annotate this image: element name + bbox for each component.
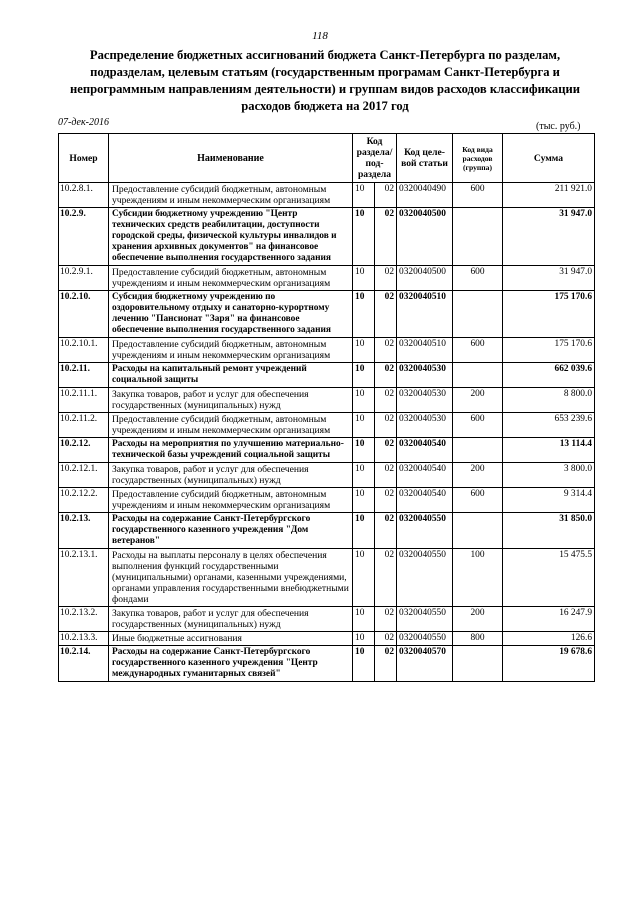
row-section-code: 10 [353,646,375,682]
row-name: Расходы на выплаты персоналу в целях обеспечения выполнения функций государственными (муниципальными) органами, казенными учреждениями, органами управления государственными внебюджетными фондами [109,549,353,607]
table-row [59,183,595,208]
row-name: Предоставление субсидий бюджетным, автономным учреждениям и иным некоммерческим организациям [109,266,353,291]
table-row [59,291,595,338]
row-target-code: 0320040530 [397,388,453,413]
row-number: 10.2.14. [59,646,109,682]
row-name: Расходы на содержание Санкт-Петербургского государственного казенного учреждения "Дом ветеранов" [109,513,353,549]
row-number: 10.2.12.1. [59,463,109,488]
row-number: 10.2.13.3. [59,632,109,646]
units-label: (тыс. руб.) [536,121,581,132]
row-target-code: 0320040550 [397,513,453,549]
row-number: 10.2.11.2. [59,413,109,438]
table-row [59,438,595,463]
table-row [59,363,595,388]
row-subsection-code: 02 [375,632,397,646]
row-section-code: 10 [353,183,375,208]
table-row [59,413,595,438]
row-subsection-code: 02 [375,266,397,291]
header-sum: Сумма [503,134,595,183]
row-name: Иные бюджетные ассигнования [109,632,353,646]
row-name: Расходы на капитальный ремонт учреждений социальной защиты [109,363,353,388]
row-number: 10.2.9. [59,208,109,266]
row-section-code: 10 [353,488,375,513]
row-section-code: 10 [353,363,375,388]
row-name: Расходы на мероприятия по улучшению материально-технической базы учреждений социальной защиты [109,438,353,463]
row-name: Субсидии бюджетному учреждению "Центр технических средств реабилитации, доступности городской среды, физической культуры инвалидов и хранения архивных документов" на финансовое обеспечение выполнения государственного задания [109,208,353,266]
row-section-code: 10 [353,291,375,338]
row-subsection-code: 02 [375,413,397,438]
row-sum: 13 114.4 [503,438,595,463]
row-subsection-code: 02 [375,388,397,413]
table-row [59,607,595,632]
row-name: Предоставление субсидий бюджетным, автономным учреждениям и иным некоммерческим организациям [109,183,353,208]
row-sum: 175 170.6 [503,291,595,338]
row-number: 10.2.13. [59,513,109,549]
row-subsection-code: 02 [375,607,397,632]
row-target-code: 0320040510 [397,291,453,338]
row-subsection-code: 02 [375,183,397,208]
row-type-code [453,208,503,266]
row-type-code: 200 [453,388,503,413]
row-section-code: 10 [353,607,375,632]
row-target-code: 0320040500 [397,266,453,291]
row-name: Субсидия бюджетному учреждению по оздоровительному отдыху и санаторно-курортному лечению "Пансионат "Заря" на финансовое обеспечение выполнения государственного задания [109,291,353,338]
document-date: 07-дек-2016 [58,117,109,128]
row-sum: 662 039.6 [503,363,595,388]
row-target-code: 0320040550 [397,607,453,632]
row-target-code: 0320040540 [397,488,453,513]
row-number: 10.2.8.1. [59,183,109,208]
row-target-code: 0320040540 [397,438,453,463]
row-target-code: 0320040530 [397,363,453,388]
row-sum: 19 678.6 [503,646,595,682]
row-subsection-code: 02 [375,646,397,682]
row-subsection-code: 02 [375,208,397,266]
row-sum: 653 239.6 [503,413,595,438]
row-number: 10.2.12. [59,438,109,463]
row-sum: 16 247.9 [503,607,595,632]
row-subsection-code: 02 [375,513,397,549]
row-target-code: 0320040540 [397,463,453,488]
row-section-code: 10 [353,513,375,549]
row-sum: 15 475.5 [503,549,595,607]
row-number: 10.2.13.2. [59,607,109,632]
row-type-code: 600 [453,338,503,363]
row-type-code: 800 [453,632,503,646]
table-header-row [59,134,595,183]
row-type-code [453,646,503,682]
table-row [59,513,595,549]
page-number: 118 [312,30,328,42]
row-section-code: 10 [353,413,375,438]
header-name: Наименование [109,134,353,183]
header-number: Номер [59,134,109,183]
row-target-code: 0320040550 [397,549,453,607]
row-target-code: 0320040530 [397,413,453,438]
row-section-code: 10 [353,438,375,463]
row-name: Закупка товаров, работ и услуг для обеспечения государственных (муниципальных) нужд [109,607,353,632]
row-sum: 126.6 [503,632,595,646]
header-type: Код вида расходов (группа) [453,134,503,183]
table-body [59,183,595,682]
row-name: Закупка товаров, работ и услуг для обеспечения государственных (муниципальных) нужд [109,388,353,413]
row-target-code: 0320040570 [397,646,453,682]
row-subsection-code: 02 [375,549,397,607]
row-number: 10.2.9.1. [59,266,109,291]
row-subsection-code: 02 [375,363,397,388]
row-subsection-code: 02 [375,488,397,513]
row-sum: 211 921.0 [503,183,595,208]
row-name: Закупка товаров, работ и услуг для обеспечения государственных (муниципальных) нужд [109,463,353,488]
row-section-code: 10 [353,463,375,488]
row-type-code [453,363,503,388]
row-subsection-code: 02 [375,291,397,338]
row-name: Предоставление субсидий бюджетным, автономным учреждениям и иным некоммерческим организациям [109,413,353,438]
row-type-code: 600 [453,183,503,208]
row-sum: 9 314.4 [503,488,595,513]
row-number: 10.2.10.1. [59,338,109,363]
row-section-code: 10 [353,549,375,607]
row-section-code: 10 [353,266,375,291]
table-row [59,388,595,413]
row-name: Предоставление субсидий бюджетным, автономным учреждениям и иным некоммерческим организациям [109,338,353,363]
row-subsection-code: 02 [375,338,397,363]
table-row [59,646,595,682]
row-section-code: 10 [353,208,375,266]
row-section-code: 10 [353,388,375,413]
row-name: Расходы на содержание Санкт-Петербургского государственного казенного учреждения "Центр международных гуманитарных связей" [109,646,353,682]
row-sum: 31 947.0 [503,266,595,291]
row-sum: 8 800.0 [503,388,595,413]
table-row [59,632,595,646]
row-sum: 31 850.0 [503,513,595,549]
row-target-code: 0320040510 [397,338,453,363]
row-target-code: 0320040490 [397,183,453,208]
table-row [59,463,595,488]
row-sum: 3 800.0 [503,463,595,488]
row-name: Предоставление субсидий бюджетным, автономным учреждениям и иным некоммерческим организациям [109,488,353,513]
row-section-code: 10 [353,632,375,646]
table-row [59,208,595,266]
row-target-code: 0320040550 [397,632,453,646]
row-type-code: 200 [453,463,503,488]
budget-table [58,133,595,682]
row-sum: 31 947.0 [503,208,595,266]
row-target-code: 0320040500 [397,208,453,266]
row-type-code: 600 [453,413,503,438]
row-type-code [453,291,503,338]
header-section: Код раздела/ под-раздела [353,134,397,183]
row-type-code [453,513,503,549]
table-row [59,266,595,291]
row-type-code: 100 [453,549,503,607]
table-row [59,549,595,607]
row-type-code: 600 [453,266,503,291]
row-sum: 175 170.6 [503,338,595,363]
row-subsection-code: 02 [375,463,397,488]
row-number: 10.2.11. [59,363,109,388]
row-number: 10.2.12.2. [59,488,109,513]
table-row [59,488,595,513]
row-number: 10.2.13.1. [59,549,109,607]
header-target: Код целе-вой статьи [397,134,453,183]
row-section-code: 10 [353,338,375,363]
table-row [59,338,595,363]
row-number: 10.2.11.1. [59,388,109,413]
row-subsection-code: 02 [375,438,397,463]
document-title: Распределение бюджетных ассигнований бюджета Санкт-Петербурга по разделам, подразделам, целевым статьям (государственным програмам Санкт-Петербурга и непрограммным направлениям деятельности) и группам видов расходов классификации расходов бюджета на 2017 год [70,48,580,113]
row-number: 10.2.10. [59,291,109,338]
row-type-code: 600 [453,488,503,513]
row-type-code [453,438,503,463]
row-type-code: 200 [453,607,503,632]
